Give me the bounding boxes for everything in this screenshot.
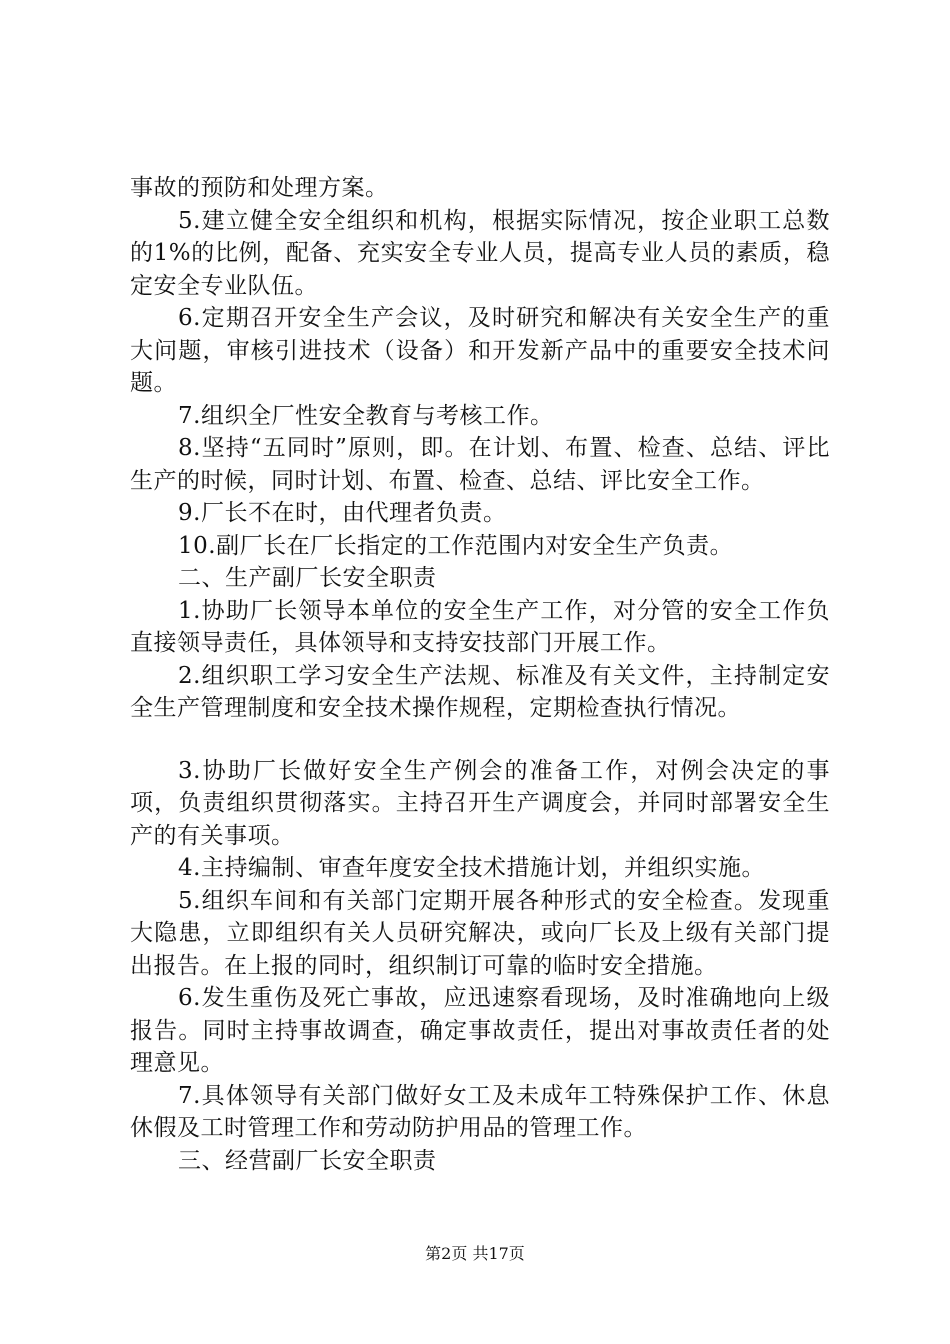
paragraph: 8.坚持“五同时”原则，即。在计划、布置、检查、总结、评比生产的时候，同时计划、布置、检查、总结、评比安全工作。 [130, 435, 830, 494]
paragraph: 9.厂长不在时，由代理者负责。 [178, 500, 507, 526]
paragraph: 3.协助厂长做好安全生产例会的准备工作，对例会决定的事项，负责组织贯彻落实。主持召开生产调度会，并同时部署安全生产的有关事项。 [130, 757, 830, 849]
paragraph: 2.组织职工学习安全生产法规、标准及有关文件，主持制定安全生产管理制度和安全技术操作规程，定期检查执行情况。 [130, 662, 830, 721]
paragraph: 4.主持编制、审查年度安全技术措施计划，并组织实施。 [178, 855, 765, 881]
paragraph: 5.建立健全安全组织和机构，根据实际情况，按企业职工总数的1%的比例，配备、充实安全专业人员，提高专业人员的素质，稳定安全专业队伍。 [130, 207, 830, 299]
paragraph: 6.发生重伤及死亡事故，应迅速察看现场，及时准确地向上级报告。同时主持事故调查，确定事故责任，提出对事故责任者的处理意见。 [130, 985, 830, 1076]
paragraph: 7.组织全厂性安全教育与考核工作。 [178, 402, 554, 429]
page-footer: 第2页 共17页 [425, 1244, 525, 1263]
paragraph: 5.组织车间和有关部门定期开展各种形式的安全检查。发现重大隐患，立即组织有关人员研究解决，或向厂长及上级有关部门提出报告。在上报的同时，组织制订可靠的临时安全措施。 [130, 887, 830, 979]
paragraph: 10.副厂长在厂长指定的工作范围内对安全生产负责。 [178, 532, 734, 559]
paragraph: 7.具体领导有关部门做好女工及未成年工特殊保护工作、休息休假及工时管理工作和劳动防护用品的管理工作。 [130, 1082, 830, 1141]
paragraph: 6.定期召开安全生产会议，及时研究和解决有关安全生产的重大问题，审核引进技术（设备）和开发新产品中的重要安全技术问题。 [130, 305, 830, 396]
section-heading: 二、生产副厂长安全职责 [178, 565, 437, 591]
document-body [130, 172, 830, 1177]
section-heading: 三、经营副厂长安全职责 [178, 1147, 437, 1174]
paragraph: 1.协助厂长领导本单位的安全生产工作，对分管的安全工作负直接领导责任，具体领导和支持安技部门开展工作。 [130, 597, 830, 656]
paragraph: 事故的预防和处理方案。 [130, 175, 389, 201]
